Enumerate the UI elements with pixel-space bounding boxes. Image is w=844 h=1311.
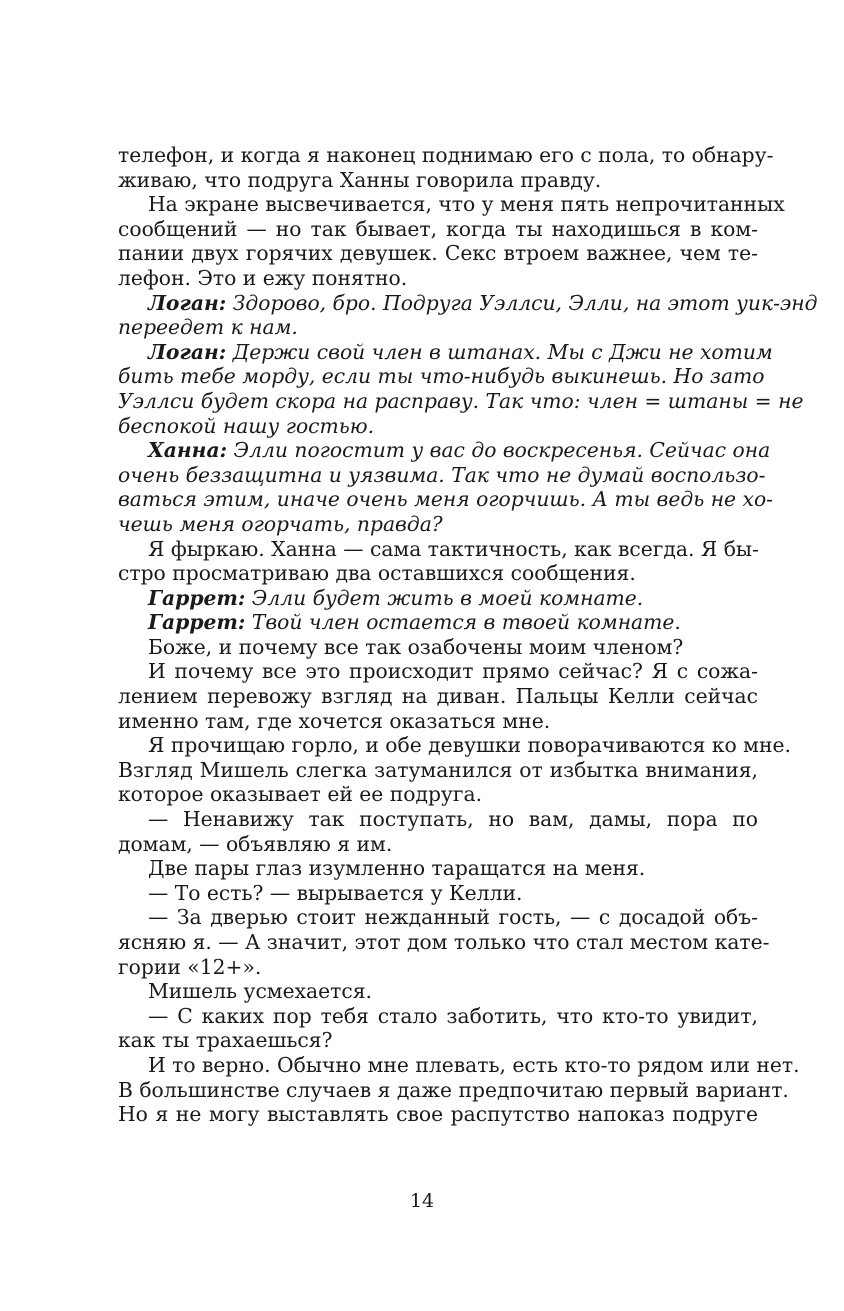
text-line: лением перевожу взгляд на диван. Пальцы Келли сейчас: [118, 684, 758, 709]
page-body: [118, 143, 818, 1127]
text-line: ваться этим, иначе очень меня огорчишь. А ты ведь не хо-: [118, 487, 774, 512]
text-line: переедет к нам.: [118, 315, 298, 340]
text-line: Я прочищаю горло, и обе девушки поворачиваются ко мне.: [148, 733, 791, 758]
message-line: [118, 586, 758, 611]
text-line: беспокой нашу гостью.: [118, 413, 375, 438]
text-line: домам, — объявляю я им.: [118, 831, 393, 856]
message-text: Здорово, бро. Подруга Уэллси, Элли, на этот уик-энд: [226, 290, 818, 315]
text-line: именно там, где хочется оказаться мне.: [118, 708, 551, 733]
text-line: гории «12+».: [118, 954, 262, 979]
text-line: На экране высвечивается, что у меня пять непрочитанных: [148, 192, 785, 217]
text-line: Мишель усмехается.: [148, 979, 372, 1004]
speaker-name: Логан:: [148, 290, 227, 315]
text-line: телефон, и когда я наконец поднимаю его с пола, то обнару-: [118, 143, 774, 167]
message-text: Элли погостит у вас до воскресенья. Сейчас она: [227, 438, 771, 463]
text-line: Две пары глаз изумленно таращатся на меня.: [148, 856, 646, 881]
text-line: В большинстве случаев я даже предпочитаю первый вариант.: [118, 1077, 789, 1102]
text-line: Уэллси будет скора на расправу. Так что: член = штаны = не: [118, 388, 804, 413]
speaker-name: Логан:: [148, 339, 227, 364]
text-line: очень беззащитна и уязвима. Так что не думай воспользо-: [118, 462, 766, 487]
message-line: [118, 438, 771, 463]
text-line: как ты трахаешься?: [118, 1028, 333, 1053]
text-line: чешь меня огорчать, правда?: [118, 511, 443, 536]
text-line: И то верно. Обычно мне плевать, есть кто-то рядом или нет.: [148, 1052, 800, 1077]
message-line: [118, 290, 818, 316]
text-line: Боже, и почему все так озабочены моим членом?: [148, 634, 684, 659]
message-line: [118, 339, 773, 365]
text-line: — За дверью стоит нежданный гость, — с досадой объ-: [148, 905, 758, 930]
speaker-name: Ханна:: [148, 438, 228, 463]
speaker-name: Гаррет:: [148, 610, 246, 635]
text-line: Взгляд Мишель слегка затуманился от избытка внимания,: [118, 757, 758, 782]
message-text: Держи свой член в штанах. Мы с Джи не хотим: [226, 339, 773, 364]
text-line: И почему все это происходит прямо сейчас? Я с сожа-: [148, 659, 758, 684]
page-number: 14: [409, 1190, 435, 1212]
text-line: бить тебе морду, если ты что-нибудь выкинешь. Но зато: [118, 364, 765, 389]
text-line: стро просматриваю два оставшихся сообщения.: [118, 561, 636, 586]
text-line: которое оказывает ей ее подруга.: [118, 782, 483, 807]
text-line: живаю, что подруга Ханны говорила правду.: [118, 167, 602, 192]
message-text: Твой член остается в твоей комнате.: [245, 610, 681, 635]
text-line: — То есть? — вырывается у Келли.: [148, 880, 523, 905]
text-line: Я фыркаю. Ханна — сама тактичность, как всегда. Я бы-: [148, 536, 759, 561]
message-line: [118, 610, 758, 635]
text-line: пании двух горячих девушек. Секс втроем важнее, чем те-: [118, 241, 758, 266]
text-line: сообщений — но так бывает, когда ты находишься в ком-: [118, 216, 758, 241]
text-line: Но я не могу выставлять свое распутство напоказ подруге: [118, 1102, 758, 1127]
text-line: — Ненавижу так поступать, но вам, дамы, пора по: [148, 807, 758, 832]
speaker-name: Гаррет:: [148, 585, 246, 610]
text-line: ясняю я. — А значит, этот дом только что стал местом кате-: [118, 930, 770, 954]
message-text: Элли будет жить в моей комнате.: [245, 585, 644, 610]
text-line: лефон. Это и ежу понятно.: [118, 265, 408, 290]
text-line: — С каких пор тебя стало заботить, что кто-то увидит,: [148, 1003, 758, 1028]
